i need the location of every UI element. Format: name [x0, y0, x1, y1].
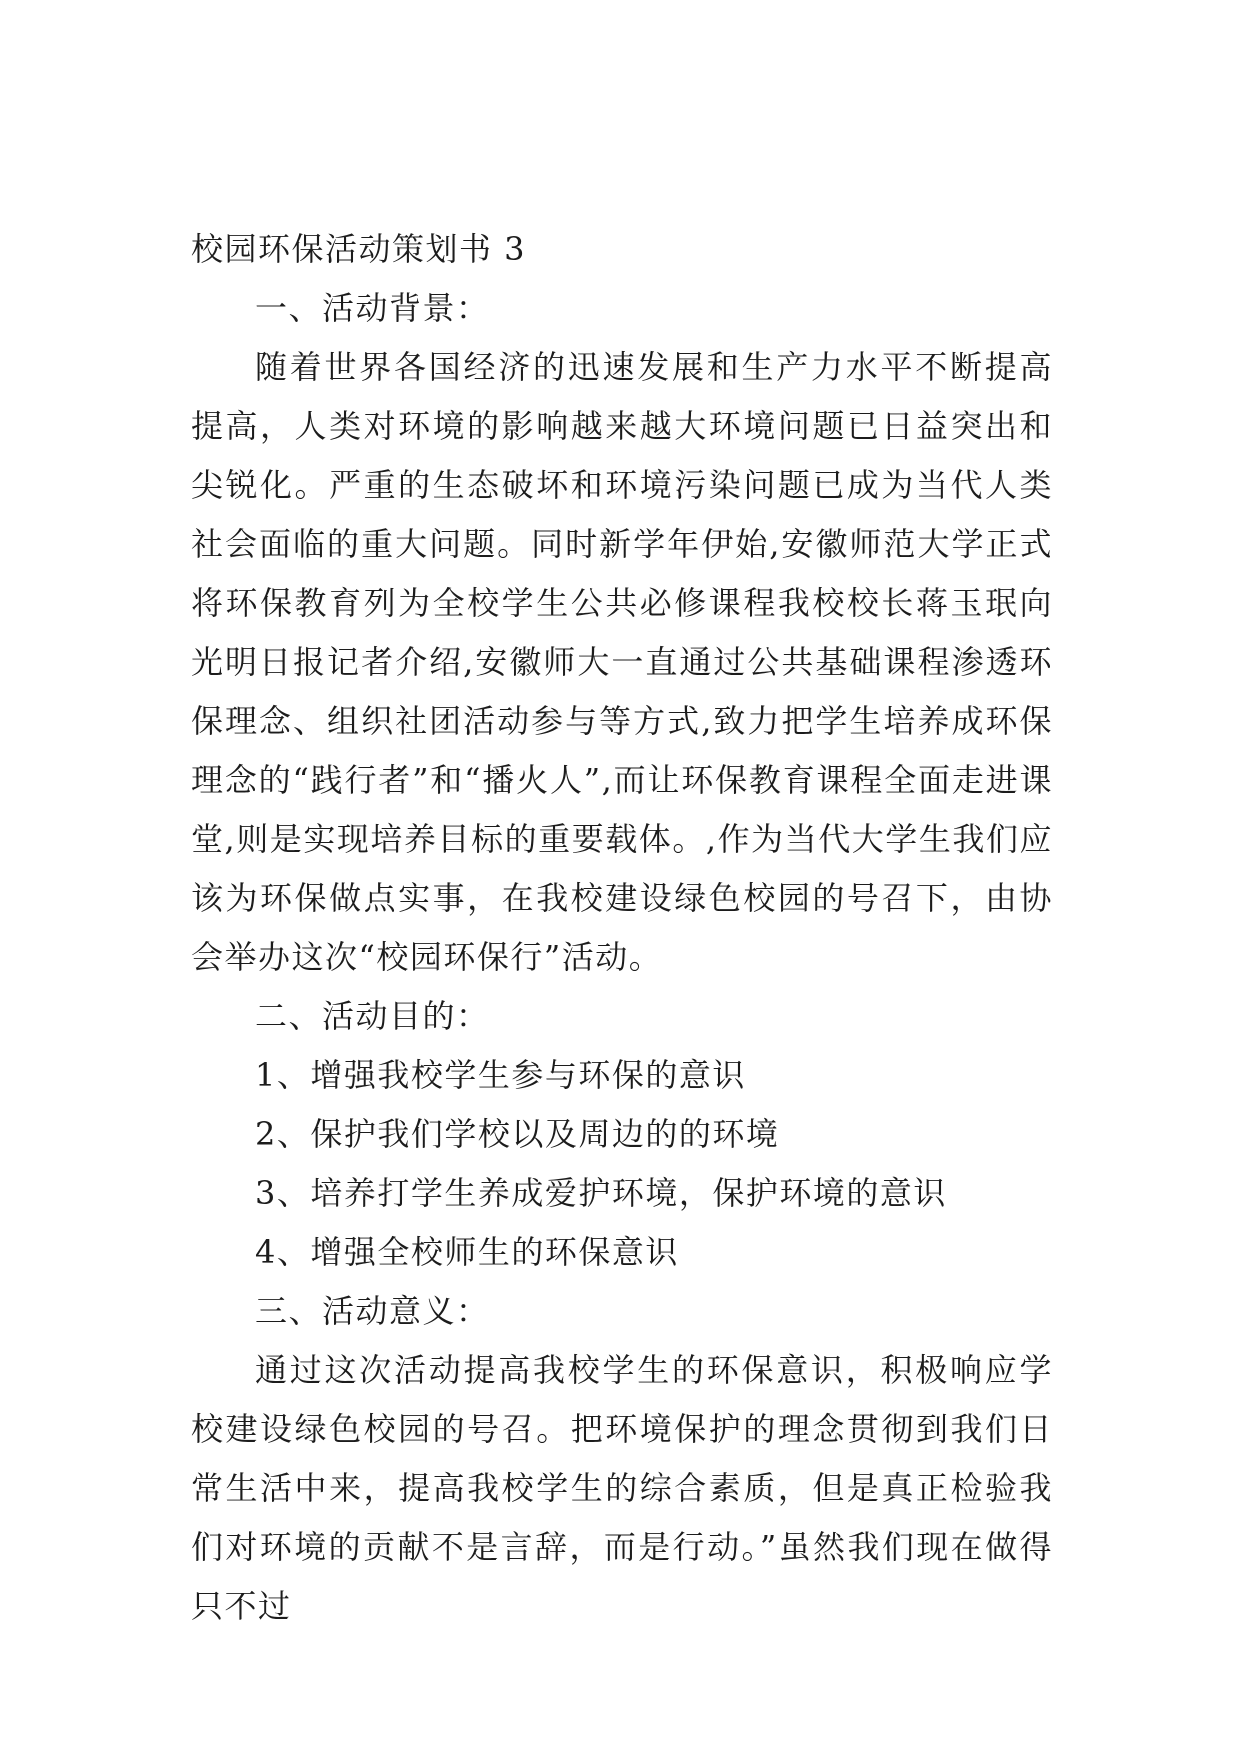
section-heading-background: 一、活动背景：	[255, 289, 490, 327]
goal-item: 1、增强我校学生参与环保的意识	[255, 1056, 746, 1094]
goal-item: 4、增强全校师生的环保意识	[255, 1233, 679, 1271]
document-body	[191, 220, 1053, 1636]
goal-item: 2、保护我们学校以及周边的的环境	[255, 1115, 780, 1153]
background-paragraph: 随着世界各国经济的迅速发展和生产力水平不断提高提高，人类对环境的影响越来越大环境问题已日益突出和尖锐化。严重的生态破坏和环境污染问题已成为当代人类社会面临的重大问题。同时新学年伊始,安徽师范大学正式将环保教育列为全校学生公共必修课程我校校长蒋玉珉向光明日报记者介绍,安徽师大一直通过公共基础课程渗透环保理念、组织社团活动参与等方式,致力把学生培养成环保理念的“践行者”和“播火人”,而让环保教育课程全面走进课堂,则是实现培养目标的重要载体。,作为当代大学生我们应该为环保做点实事，在我校建设绿色校园的号召下，由协会举办这次“校园环保行”活动。	[191, 348, 1053, 976]
significance-paragraph: 通过这次活动提高我校学生的环保意识，积极响应学校建设绿色校园的号召。把环境保护的理念贯彻到我们日常生活中来，提高我校学生的综合素质，但是真正检验我们对环境的贡献不是言辞，而是行动。”虽然我们现在做得只不过	[191, 1351, 1053, 1625]
goal-item: 3、培养打学生养成爱护环境，保护环境的意识	[255, 1174, 947, 1212]
document-title: 校园环保活动策划书 3	[191, 230, 527, 268]
section-heading-significance: 三、活动意义：	[255, 1292, 490, 1330]
section-heading-goals: 二、活动目的：	[255, 997, 490, 1035]
